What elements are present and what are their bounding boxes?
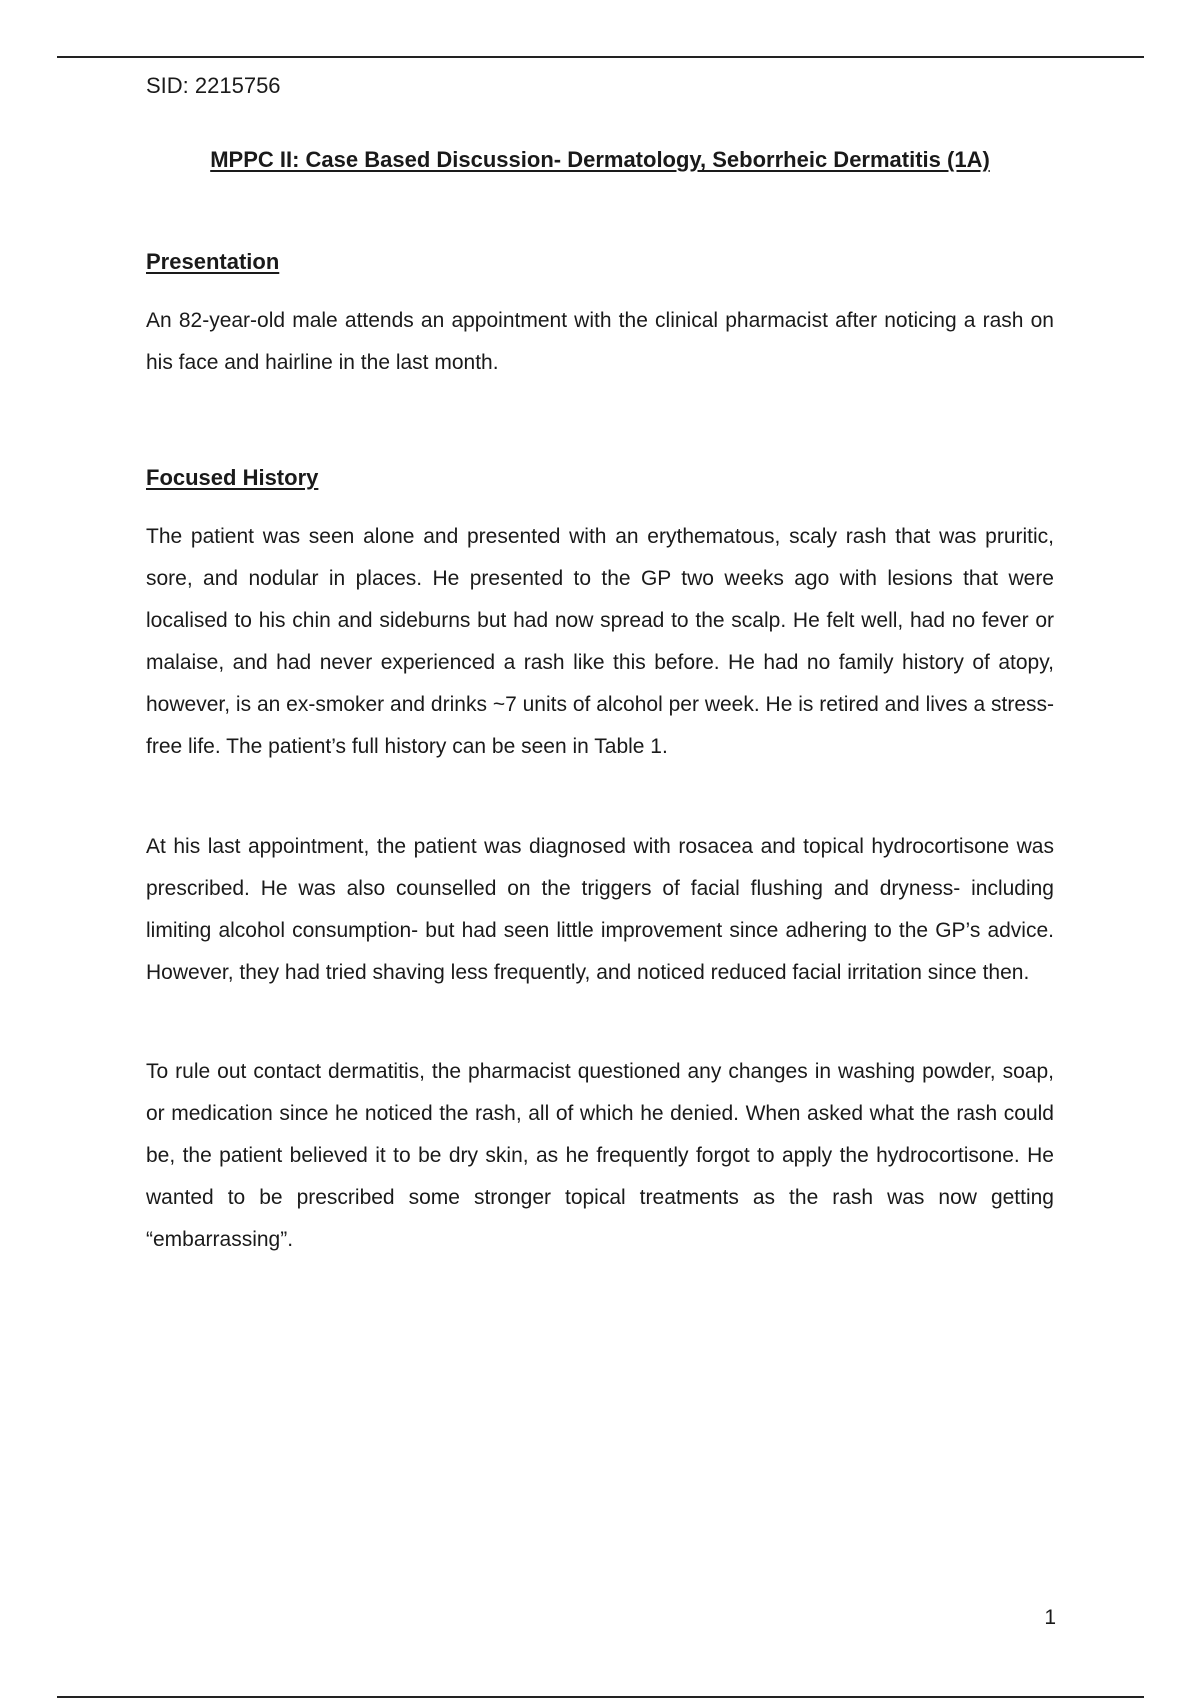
section-heading-focused-history: Focused History (146, 465, 319, 490)
history-paragraph-2: At his last appointment, the patient was diagnosed with rosacea and topical hydrocortisone was prescribed. He was also counselled on the triggers of facial flushing and dryness- including limiting alcohol consumption- but had seen little improvement since adhering to the GP’s advice. However, they had tried shaving less frequently, and noticed reduced facial irritation since then. (146, 835, 1054, 984)
history-paragraph-1: The patient was seen alone and presented with an erythematous, scaly rash that was pruritic, sore, and nodular in places. He presented to the GP two weeks ago with lesions that were localised to his chin and sideburns but had now spread to the scalp. He felt well, had no fever or malaise, and had never experienced a rash like this before. He had no family history of atopy, however, is an ex-smoker and drinks ~7 units of alcohol per week. He is retired and lives a stress-free life. The patient’s full history can be seen in Table 1. (146, 525, 1054, 758)
page-number: 1 (1044, 1606, 1056, 1629)
document-title: MPPC II: Case Based Discussion- Dermatology, Seborrheic Dermatitis (1A) (210, 147, 990, 172)
history-paragraph-3: To rule out contact dermatitis, the pharmacist questioned any changes in washing powder, soap, or medication since he noticed the rash, all of which he denied. When asked what the rash could be, the patient believed it to be dry skin, as he frequently forgot to apply the hydrocortisone. He wanted to be prescribed some stronger topical treatments as the rash was now getting “embarrassing”. (146, 1060, 1054, 1251)
student-id: SID: 2215756 (146, 73, 281, 98)
section-heading-presentation: Presentation (146, 249, 280, 274)
footer-rule (57, 1696, 1144, 1698)
presentation-paragraph: An 82-year-old male attends an appointment with the clinical pharmacist after noticing a rash on his face and hairline in the last month. (146, 309, 1054, 374)
header-rule (57, 56, 1144, 58)
